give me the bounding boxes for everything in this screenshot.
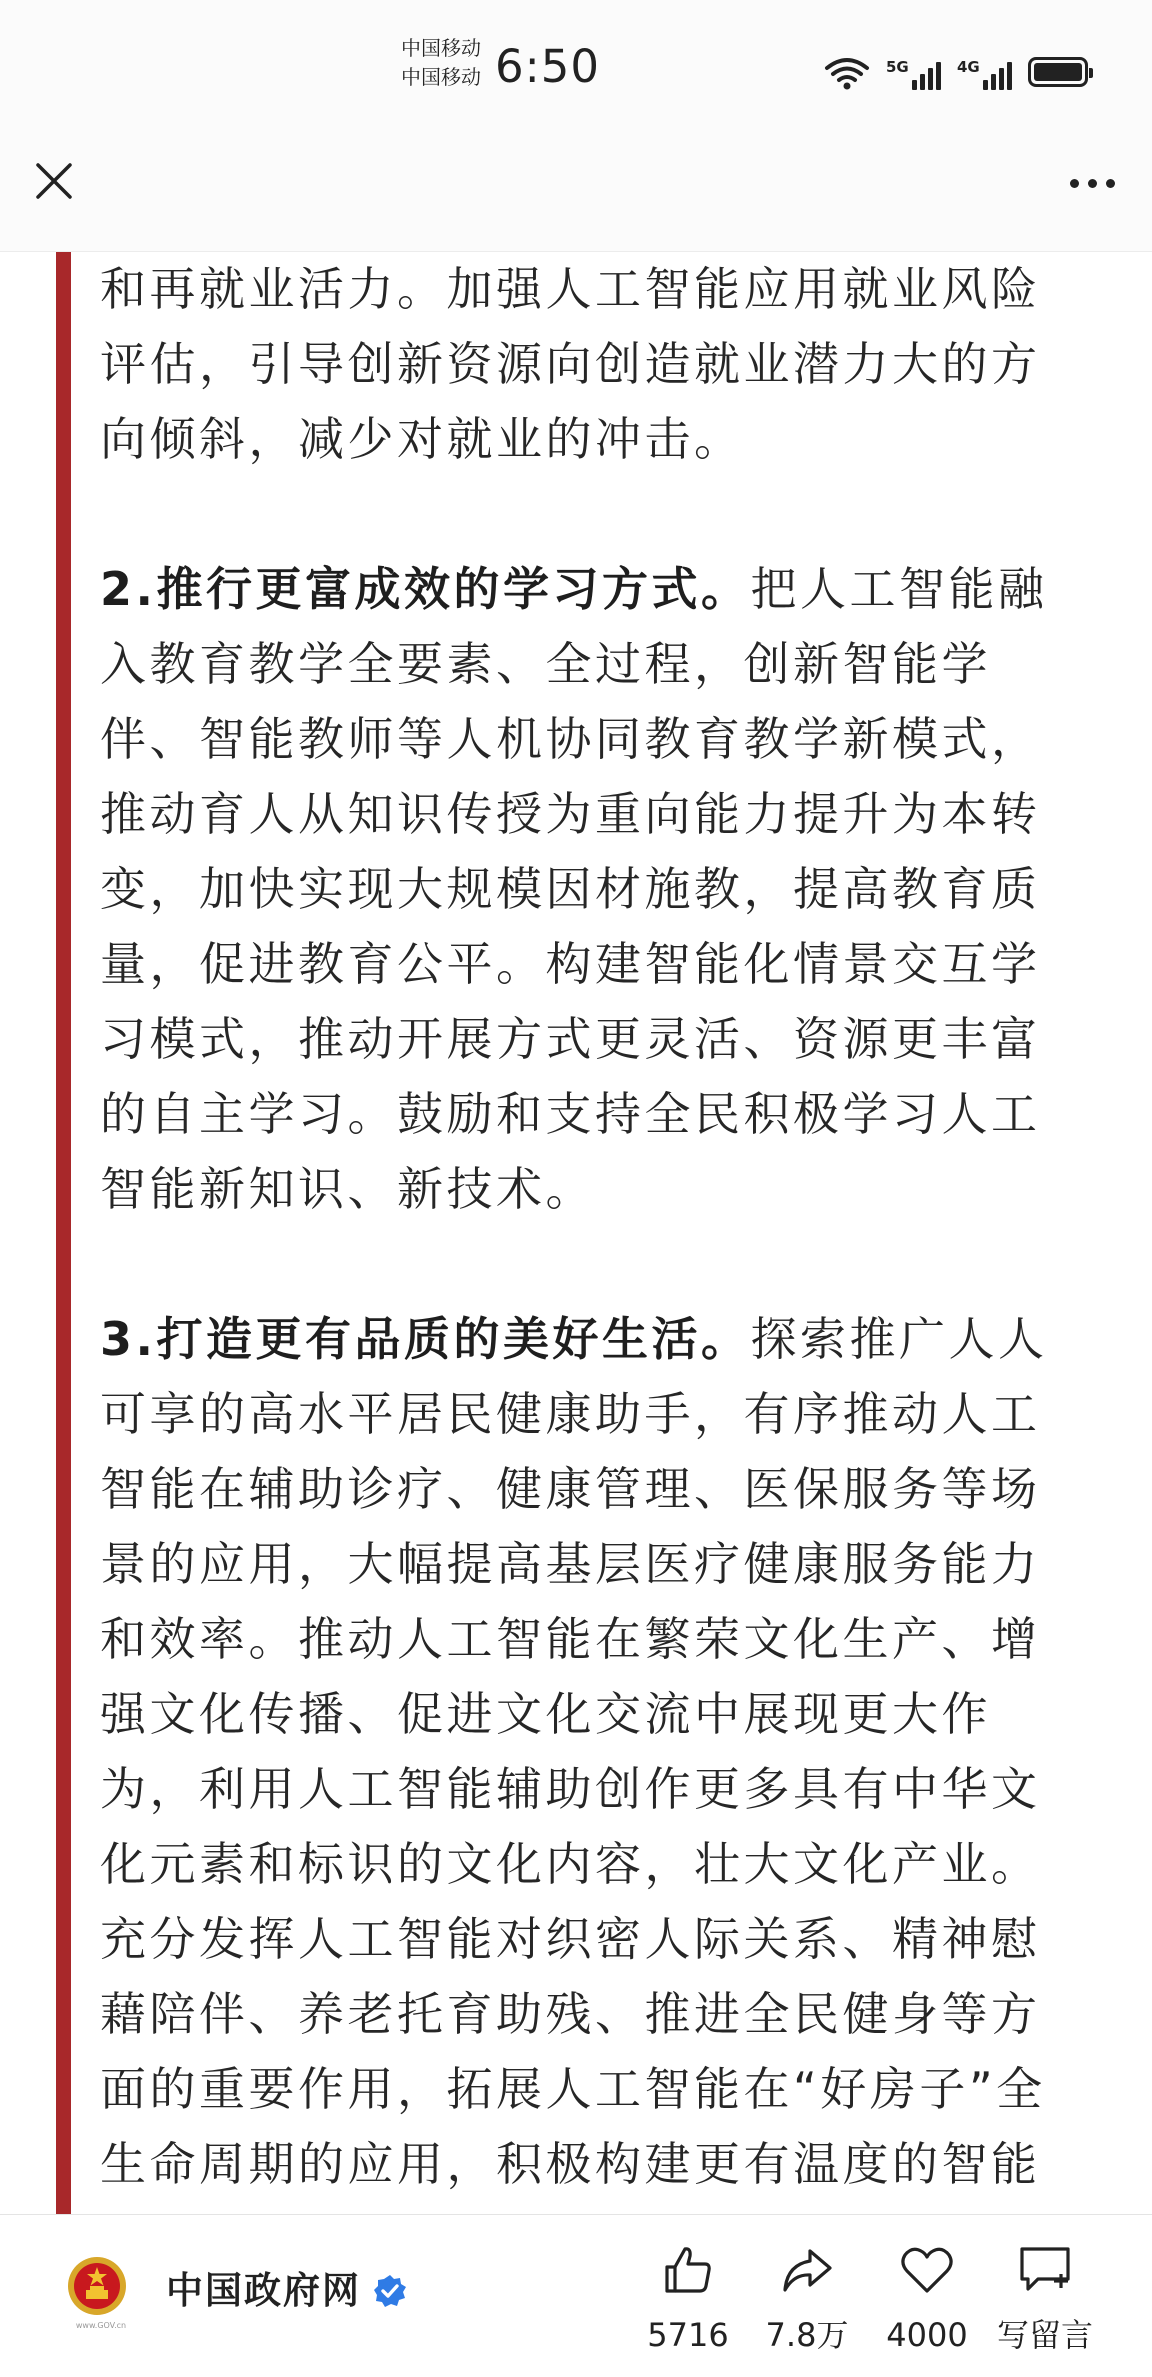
verified-badge-icon [372,2273,408,2309]
carrier-2: 中国移动 [401,65,481,89]
thumbs-up-icon [661,2243,715,2297]
article-body[interactable] [0,252,1152,2214]
share-icon [780,2243,834,2297]
more-icon [1070,179,1079,188]
status-icons [824,46,1088,90]
section-2-paragraph [100,552,1070,1227]
more-button[interactable] [1060,159,1124,207]
carrier-labels [401,34,481,92]
section-3-paragraph [100,1302,1070,2277]
status-time: 6:50 [495,40,601,93]
share-count: 7.8万 [765,2316,849,2354]
intro-paragraph: 和再就业活力。加强人工智能应用就业风险评估，引导创新资源向创造就业潜力大的方向倾斜，减少对就业的冲击。 [100,262,1041,466]
share-button[interactable] [752,2241,862,2361]
like-count: 5716 [647,2316,729,2354]
top-nav [0,135,1152,252]
quote-accent-bar [56,252,71,2214]
section-2-body: 把人工智能融入教育教学全要素、全过程，创新智能学伴、智能教师等人机协同教育教学新模式，推动育人从知识传授为重向能力提升为本转变，加快实现大规模因材施教，提高教育质量，促进教育公平。构建智能化情景交互学习模式，推动开展方式更灵活、资源更丰富的自主学习。鼓励和支持全民积极学习人工智能新知识、新技术。 [100,562,1048,1216]
favorite-count: 4000 [886,2316,968,2354]
comment-button[interactable] [990,2241,1100,2361]
article-content [100,252,1070,2277]
battery-icon [1028,57,1088,87]
account-name[interactable]: 中国政府网 [166,2269,361,2312]
signal-5g-icon [886,58,941,90]
comment-label: 写留言 [996,2316,1093,2354]
like-button[interactable] [633,2241,743,2361]
section-3-heading: 3.打造更有品质的美好生活。 [100,1312,751,1366]
close-icon [34,161,74,201]
close-button[interactable] [28,155,80,207]
bottom-bar [0,2214,1152,2377]
signal-4g-label: 4G [957,58,980,76]
signal-4g-icon [957,58,1012,90]
signal-5g-label: 5G [886,58,909,76]
section-3-body: 探索推广人人可享的高水平居民健康助手，有序推动人工智能在辅助诊疗、健康管理、医保服务等场景的应用，大幅提高基层医疗健康服务能力和效率。推动人工智能在繁荣文化生产、增强文化传播、促进文化交流中展现更大作为，利用人工智能辅助创作更多具有中华文化元素和标识的文化内容，壮大文化产业。充分发挥人工智能对织密人际关系、精神慰藉陪伴、养老托育助残、推进全民健身等方面的重要作用，拓展人工智能在“好房子”全生命周期的应用，积极构建更有温度的智能 [100,1312,1048,2191]
wifi-icon [824,56,870,90]
emblem-caption: www.GOV.cn [75,2321,127,2330]
status-bar [0,0,1152,135]
section-2-heading: 2.推行更富成效的学习方式。 [100,562,751,616]
carrier-1: 中国移动 [401,36,481,60]
national-emblem-icon[interactable] [66,2255,128,2317]
favorite-button[interactable] [872,2241,982,2361]
comment-add-icon [1016,2243,1074,2297]
heart-icon [899,2243,955,2297]
